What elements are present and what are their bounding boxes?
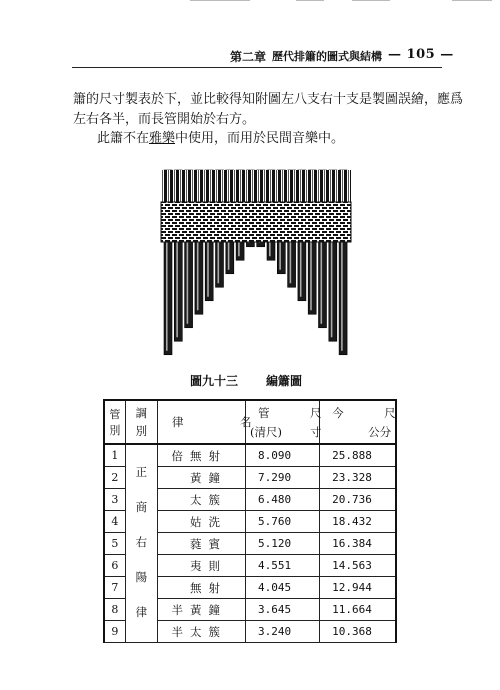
- header-pipe: [104, 400, 125, 444]
- paragraph-line-1: 簫的尺寸製表於下，並比較得知附圖左八支右十支是製圖誤繪，應爲: [73, 92, 464, 107]
- pipe-number: 5: [104, 533, 125, 555]
- paragraph-2-pre: 此簫不在: [97, 131, 150, 146]
- pipe-length-table: [103, 399, 397, 643]
- guanchi-cell: 5.120: [246, 533, 320, 555]
- paragraph-2-post: 中使用，而用於民間音樂中。: [175, 131, 345, 146]
- figure-number: 圖九十三: [190, 374, 239, 388]
- pipe-number: 2: [104, 467, 125, 489]
- figure-caption: [190, 372, 320, 388]
- paragraph-2: [97, 130, 344, 148]
- pipe-number: 9: [104, 621, 125, 643]
- header-jinchi: [320, 400, 396, 444]
- table-header-row: [104, 400, 396, 444]
- jinchi-cell: 11.664: [320, 599, 396, 621]
- guanchi-cell: 7.290: [246, 467, 320, 489]
- lvming-cell: 半黃鐘: [157, 599, 245, 621]
- header-lv-2: 名: [239, 415, 252, 429]
- guanchi-cell: 4.045: [246, 577, 320, 599]
- header-lvming: [157, 400, 252, 444]
- mode-char: 右: [135, 535, 148, 549]
- header-guan-top-1: 管: [258, 406, 270, 420]
- header-mode: [125, 400, 157, 444]
- pipe-number: 8: [104, 599, 125, 621]
- jinchi-cell: 23.328: [320, 467, 396, 489]
- header-guan-top-2: 尺: [310, 406, 322, 420]
- header-lv-1: 律: [171, 415, 184, 429]
- guanchi-cell: 6.480: [246, 489, 320, 511]
- header-guanchi: [246, 400, 320, 444]
- pipe-number: 3: [104, 489, 125, 511]
- mode-char: 商: [135, 500, 148, 514]
- header-jin-bottom: 公分: [368, 425, 392, 439]
- pipe-number: 7: [104, 577, 125, 599]
- jinchi-cell: 14.563: [320, 555, 396, 577]
- chapter-title: 歷代排簫的圖式與結構: [272, 50, 382, 63]
- header-guan-bottom-1: (清尺): [250, 425, 283, 439]
- guanchi-cell: 4.551: [246, 555, 320, 577]
- header-rule: [72, 67, 442, 68]
- lvming-cell: 倍無射: [157, 444, 245, 467]
- mode-char: 陽: [135, 570, 148, 584]
- header-jin-top-2: 尺: [384, 406, 396, 420]
- lvming-cell: 太簇: [157, 489, 245, 511]
- guanchi-cell: 8.090: [246, 444, 320, 467]
- header-mode-top: 調: [135, 406, 148, 420]
- lvming-cell: 夷則: [157, 555, 245, 577]
- table-row: [104, 444, 396, 467]
- header-pipe-top: 管: [109, 408, 121, 421]
- lvming-cell: 姑洗: [157, 511, 245, 533]
- mode-char: 律: [135, 605, 148, 619]
- guanchi-cell: 3.240: [246, 621, 320, 643]
- jinchi-cell: 20.736: [320, 489, 396, 511]
- header-guan-bottom-2: 寸: [310, 425, 322, 439]
- page-number: — 105 —: [388, 47, 454, 62]
- chapter-label: 第二章: [230, 50, 267, 64]
- figure-title: 編簫圖: [266, 374, 303, 388]
- pipe-number: 6: [104, 555, 125, 577]
- guanchi-cell: 3.645: [246, 599, 320, 621]
- lvming-cell: 黃鐘: [157, 467, 245, 489]
- lvming-cell: 蕤賓: [157, 533, 245, 555]
- header-jin-top-1: 今: [332, 406, 344, 420]
- running-header: [230, 47, 454, 64]
- top-edge-lines: [0, 0, 500, 4]
- header-mode-bottom: 別: [135, 424, 148, 438]
- guanchi-cell: 5.760: [246, 511, 320, 533]
- pipe-number: 1: [104, 444, 125, 467]
- yayue-term: 雅樂: [149, 131, 176, 146]
- mode-cell: [125, 444, 157, 643]
- header-pipe-bottom: 別: [109, 424, 121, 437]
- panpipe-illustration: [158, 168, 354, 366]
- pipe-number: 4: [104, 511, 125, 533]
- paragraph-line-2: 左右各半，而長管開始於右方。: [73, 112, 256, 127]
- jinchi-cell: 10.368: [320, 621, 396, 643]
- jinchi-cell: 12.944: [320, 577, 396, 599]
- jinchi-cell: 16.384: [320, 533, 396, 555]
- lvming-cell: 無射: [157, 577, 245, 599]
- jinchi-cell: 25.888: [320, 444, 396, 467]
- mode-char: 正: [135, 465, 148, 479]
- lvming-cell: 半太簇: [157, 621, 245, 643]
- jinchi-cell: 18.432: [320, 511, 396, 533]
